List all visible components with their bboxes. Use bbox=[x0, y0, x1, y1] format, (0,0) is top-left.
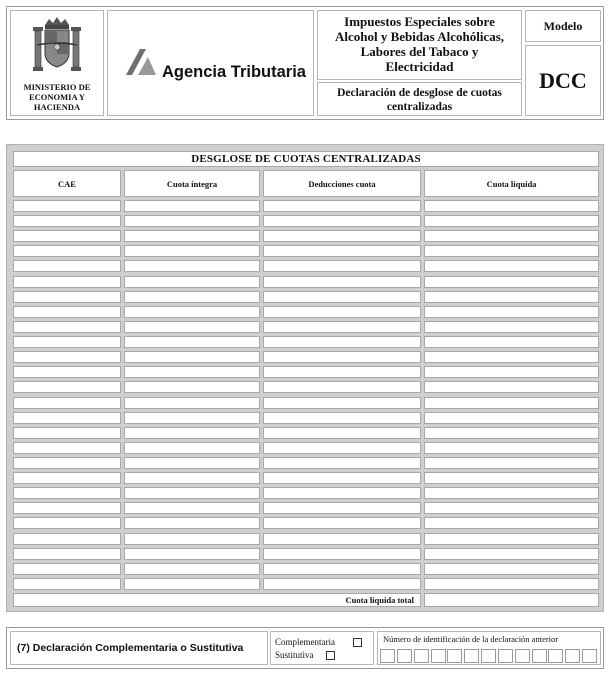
table-cell-input[interactable] bbox=[263, 381, 421, 393]
id-digit-box[interactable] bbox=[380, 649, 395, 663]
column-header: Cuota íntegra bbox=[124, 170, 260, 197]
table-cell-input[interactable] bbox=[13, 291, 121, 303]
total-label: Cuota líquida total bbox=[13, 593, 421, 607]
table-cell-input[interactable] bbox=[263, 533, 421, 545]
table-cell-input[interactable] bbox=[424, 215, 599, 227]
table-cell-input[interactable] bbox=[424, 578, 599, 590]
ministry-name: MINISTERIO DE ECONOMIA Y HACIENDA bbox=[23, 82, 91, 112]
id-label: Número de identificación de la declaración anterior bbox=[383, 634, 559, 644]
table-title: DESGLOSE DE CUOTAS CENTRALIZADAS bbox=[13, 151, 599, 167]
table-cell-input[interactable] bbox=[424, 200, 599, 212]
table-cell-input[interactable] bbox=[263, 351, 421, 363]
table-cell-input[interactable] bbox=[124, 351, 260, 363]
table-cell-input[interactable] bbox=[424, 487, 599, 499]
table-cell-input[interactable] bbox=[13, 578, 121, 590]
table-cell-input[interactable] bbox=[124, 215, 260, 227]
table-cell-input[interactable] bbox=[124, 442, 260, 454]
table-cell-input[interactable] bbox=[263, 457, 421, 469]
column-header: Deducciones cuota bbox=[263, 170, 421, 197]
table-cell-input[interactable] bbox=[424, 427, 599, 439]
table-cell-input[interactable] bbox=[13, 381, 121, 393]
table-cell-input[interactable] bbox=[13, 517, 121, 529]
table-cell-input[interactable] bbox=[263, 487, 421, 499]
table-cell-input[interactable] bbox=[13, 366, 121, 378]
complementaria-option-label: Complementaria bbox=[275, 637, 335, 647]
table-cell-input[interactable] bbox=[13, 245, 121, 257]
table-cell-input[interactable] bbox=[124, 517, 260, 529]
table-cell-input[interactable] bbox=[124, 245, 260, 257]
title-block bbox=[317, 10, 522, 80]
table-cell-input[interactable] bbox=[424, 245, 599, 257]
table-cell-input[interactable] bbox=[424, 381, 599, 393]
table-cell-input[interactable] bbox=[424, 321, 599, 333]
agencia-tributaria-logo-icon bbox=[124, 47, 158, 77]
table-cell-input[interactable] bbox=[263, 230, 421, 242]
complementaria-label-box bbox=[10, 631, 268, 665]
table-cell-input[interactable] bbox=[13, 533, 121, 545]
table-cell-input[interactable] bbox=[13, 472, 121, 484]
table-cell-input[interactable] bbox=[13, 457, 121, 469]
table-cell-input[interactable] bbox=[263, 306, 421, 318]
table-cell-input[interactable] bbox=[13, 487, 121, 499]
column-header: CAE bbox=[13, 170, 121, 197]
table-cell-input[interactable] bbox=[424, 533, 599, 545]
table-cell-input[interactable] bbox=[13, 548, 121, 560]
sustitutiva-checkbox[interactable] bbox=[326, 651, 335, 660]
table-cell-input[interactable] bbox=[424, 563, 599, 575]
table-cell-input[interactable] bbox=[263, 502, 421, 514]
table-cell-input[interactable] bbox=[424, 276, 599, 288]
table-cell-input[interactable] bbox=[13, 260, 121, 272]
table-cell-input[interactable] bbox=[263, 412, 421, 424]
table-cell-input[interactable] bbox=[13, 351, 121, 363]
table-cell-input[interactable] bbox=[13, 412, 121, 424]
table-cell-input[interactable] bbox=[424, 397, 599, 409]
table-cell-input[interactable] bbox=[263, 245, 421, 257]
ministry-block bbox=[10, 10, 104, 116]
table-cell-input[interactable] bbox=[424, 366, 599, 378]
table-cell-input[interactable] bbox=[124, 427, 260, 439]
sustitutiva-option-label: Sustitutiva bbox=[275, 650, 314, 660]
table-cell-input[interactable] bbox=[424, 502, 599, 514]
table-cell-input[interactable] bbox=[124, 291, 260, 303]
modelo-label-block bbox=[525, 10, 601, 42]
id-digit-box[interactable] bbox=[397, 649, 412, 663]
coat-of-arms-icon bbox=[31, 15, 83, 75]
table-cell-input[interactable] bbox=[13, 502, 121, 514]
table-cell-input[interactable] bbox=[424, 442, 599, 454]
table-cell-input[interactable] bbox=[263, 578, 421, 590]
table-cell-input[interactable] bbox=[124, 306, 260, 318]
table-cell-input[interactable] bbox=[13, 397, 121, 409]
table-cell-input[interactable] bbox=[13, 336, 121, 348]
table-cell-input[interactable] bbox=[124, 381, 260, 393]
table-cell-input[interactable] bbox=[13, 215, 121, 227]
id-digit-box[interactable] bbox=[447, 649, 462, 663]
table-cell-input[interactable] bbox=[424, 351, 599, 363]
table-cell-input[interactable] bbox=[124, 276, 260, 288]
table-cell-input[interactable] bbox=[424, 291, 599, 303]
table-cell-input[interactable] bbox=[263, 215, 421, 227]
table-cell-input[interactable] bbox=[124, 336, 260, 348]
table-cell-input[interactable] bbox=[124, 548, 260, 560]
table-cell-input[interactable] bbox=[424, 472, 599, 484]
subtitle-block bbox=[317, 82, 522, 116]
id-digit-box[interactable] bbox=[582, 649, 597, 663]
agency-name: Agencia Tributaria bbox=[162, 63, 306, 81]
table-cell-input[interactable] bbox=[263, 336, 421, 348]
form-title: Impuestos Especiales sobre Alcohol y Bebidas Alcohólicas, Labores del Tabaco y Electricidad bbox=[334, 14, 505, 74]
table-cell-input[interactable] bbox=[124, 366, 260, 378]
complementaria-checkbox[interactable] bbox=[353, 638, 362, 647]
id-digit-box[interactable] bbox=[431, 649, 446, 663]
id-digit-box[interactable] bbox=[565, 649, 580, 663]
id-digit-box[interactable] bbox=[498, 649, 513, 663]
table-cell-input[interactable] bbox=[263, 427, 421, 439]
table-cell-input[interactable] bbox=[124, 502, 260, 514]
table-cell-input[interactable] bbox=[13, 230, 121, 242]
table-cell-input[interactable] bbox=[13, 563, 121, 575]
id-digit-box[interactable] bbox=[481, 649, 496, 663]
table-cell-input[interactable] bbox=[263, 397, 421, 409]
table-cell-input[interactable] bbox=[124, 563, 260, 575]
table-cell-input[interactable] bbox=[124, 578, 260, 590]
table-cell-input[interactable] bbox=[424, 517, 599, 529]
table-cell-input[interactable] bbox=[13, 200, 121, 212]
table-cell-input[interactable] bbox=[424, 457, 599, 469]
table-cell-input[interactable] bbox=[263, 472, 421, 484]
complementaria-label: (7) Declaración Complementaria o Sustitutiva bbox=[17, 642, 244, 654]
form-subtitle: Declaración de desglose de cuotas centralizadas bbox=[337, 87, 502, 113]
id-digit-box[interactable] bbox=[548, 649, 563, 663]
total-input[interactable] bbox=[424, 593, 599, 607]
table-cell-input[interactable] bbox=[13, 427, 121, 439]
id-digit-box[interactable] bbox=[532, 649, 547, 663]
modelo-label: Modelo bbox=[543, 19, 583, 33]
table-cell-input[interactable] bbox=[424, 260, 599, 272]
options-box bbox=[270, 631, 374, 665]
table-cell-input[interactable] bbox=[263, 442, 421, 454]
table-cell-input[interactable] bbox=[13, 442, 121, 454]
table-cell-input[interactable] bbox=[13, 321, 121, 333]
table-cell-input[interactable] bbox=[13, 276, 121, 288]
table-cell-input[interactable] bbox=[124, 397, 260, 409]
id-digit-box[interactable] bbox=[515, 649, 530, 663]
table-cell-input[interactable] bbox=[424, 336, 599, 348]
table-cell-input[interactable] bbox=[424, 306, 599, 318]
modelo-code: DCC bbox=[539, 68, 587, 93]
table-cell-input[interactable] bbox=[124, 321, 260, 333]
table-cell-input[interactable] bbox=[263, 276, 421, 288]
table-cell-input[interactable] bbox=[124, 472, 260, 484]
table-cell-input[interactable] bbox=[263, 291, 421, 303]
table-cell-input[interactable] bbox=[424, 412, 599, 424]
id-digit-box[interactable] bbox=[414, 649, 429, 663]
table-cell-input[interactable] bbox=[424, 548, 599, 560]
table-cell-input[interactable] bbox=[263, 260, 421, 272]
table-cell-input[interactable] bbox=[263, 548, 421, 560]
table-cell-input[interactable] bbox=[424, 230, 599, 242]
table-cell-input[interactable] bbox=[124, 487, 260, 499]
table-cell-input[interactable] bbox=[263, 563, 421, 575]
table-cell-input[interactable] bbox=[124, 260, 260, 272]
table-cell-input[interactable] bbox=[124, 230, 260, 242]
table-cell-input[interactable] bbox=[124, 412, 260, 424]
table-cell-input[interactable] bbox=[124, 200, 260, 212]
table-cell-input[interactable] bbox=[124, 533, 260, 545]
id-digit-box[interactable] bbox=[464, 649, 479, 663]
table-cell-input[interactable] bbox=[263, 321, 421, 333]
table-cell-input[interactable] bbox=[124, 457, 260, 469]
table-cell-input[interactable] bbox=[13, 306, 121, 318]
column-header: Cuota líquida bbox=[424, 170, 599, 197]
table-cell-input[interactable] bbox=[263, 366, 421, 378]
modelo-code-block bbox=[525, 45, 601, 116]
table-cell-input[interactable] bbox=[263, 517, 421, 529]
table-cell-input[interactable] bbox=[263, 200, 421, 212]
agency-block bbox=[107, 10, 314, 116]
